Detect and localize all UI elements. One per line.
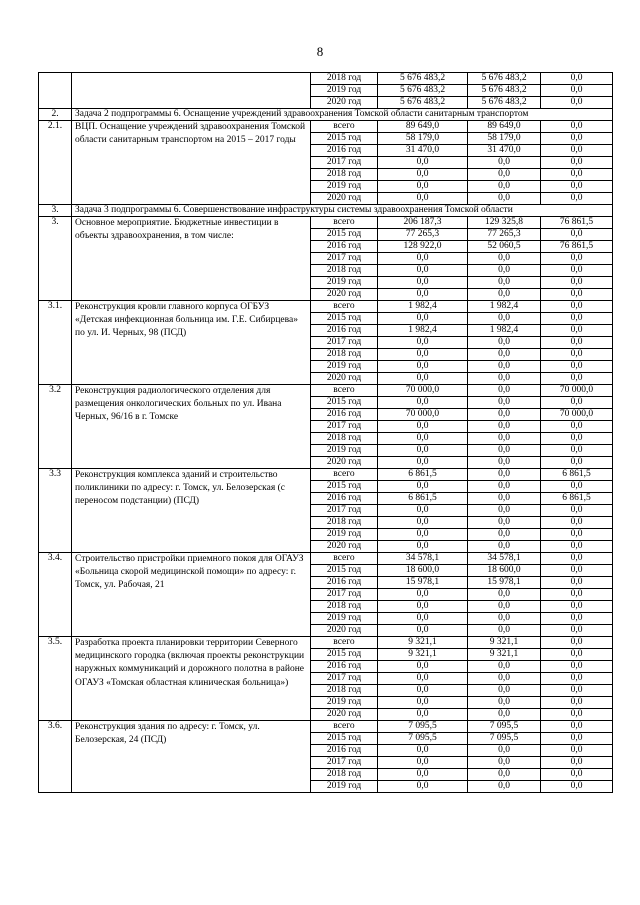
row-number: 3.2 — [39, 385, 72, 469]
table-row — [39, 637, 613, 649]
activity-name: Реконструкция здания по адресу: г. Томск, ул. Белозерская, 24 (ПСД) — [72, 721, 311, 793]
activity-name — [72, 73, 311, 109]
period-cell: 2020 год — [311, 97, 378, 109]
total-cell: 0,0 — [378, 445, 468, 457]
period-cell: 2016 год — [311, 145, 378, 157]
regional-budget-cell: 0,0 — [468, 337, 541, 349]
regional-budget-cell: 0,0 — [468, 157, 541, 169]
period-cell: 2016 год — [311, 409, 378, 421]
row-number: 3.1. — [39, 301, 72, 385]
regional-budget-cell: 15 978,1 — [468, 577, 541, 589]
period-cell: 2019 год — [311, 529, 378, 541]
task-title: Задача 2 подпрограммы 6. Оснащение учреждений здравоохранения Томской области санитарным транспортом — [72, 109, 613, 121]
total-cell: 0,0 — [378, 673, 468, 685]
federal-budget-cell: 0,0 — [541, 505, 613, 517]
total-cell: 5 676 483,2 — [378, 85, 468, 97]
activity-name: Реконструкция комплекса зданий и строительство поликлиники по адресу: г. Томск, ул. Белозерская (с переносом подстанции) (ПСД) — [72, 469, 311, 553]
activity-name: Реконструкция кровли главного корпуса ОГБУЗ «Детская инфекционная больница им. Г.Е. Сибирцева» по ул. И. Черных, 98 (ПСД) — [72, 301, 311, 385]
regional-budget-cell: 0,0 — [468, 709, 541, 721]
total-cell: 1 982,4 — [378, 325, 468, 337]
federal-budget-cell: 0,0 — [541, 73, 613, 85]
budget-table — [38, 72, 613, 793]
total-cell: 0,0 — [378, 265, 468, 277]
federal-budget-cell: 0,0 — [541, 193, 613, 205]
regional-budget-cell: 0,0 — [468, 613, 541, 625]
regional-budget-cell: 129 325,8 — [468, 217, 541, 229]
activity-name: Строительство пристройки приемного покоя для ОГАУЗ «Больница скорой медицинской помощи» по адресу: г. Томск, ул. Рабочая, 21 — [72, 553, 311, 637]
total-cell: 0,0 — [378, 373, 468, 385]
federal-budget-cell: 0,0 — [541, 145, 613, 157]
federal-budget-cell: 0,0 — [541, 289, 613, 301]
total-cell: 0,0 — [378, 589, 468, 601]
regional-budget-cell: 0,0 — [468, 685, 541, 697]
regional-budget-cell: 0,0 — [468, 409, 541, 421]
regional-budget-cell: 34 578,1 — [468, 553, 541, 565]
regional-budget-cell: 7 095,5 — [468, 721, 541, 733]
regional-budget-cell: 0,0 — [468, 481, 541, 493]
regional-budget-cell: 31 470,0 — [468, 145, 541, 157]
period-cell: 2015 год — [311, 649, 378, 661]
total-cell: 0,0 — [378, 193, 468, 205]
total-cell: 0,0 — [378, 757, 468, 769]
period-cell: 2018 год — [311, 433, 378, 445]
activity-name: Реконструкция радиологического отделения для размещения онкологических больных по ул. Ивана Черных, 96/16 в г. Томске — [72, 385, 311, 469]
federal-budget-cell: 0,0 — [541, 757, 613, 769]
total-cell: 0,0 — [378, 541, 468, 553]
federal-budget-cell: 0,0 — [541, 121, 613, 133]
period-cell: 2017 год — [311, 673, 378, 685]
federal-budget-cell: 0,0 — [541, 781, 613, 793]
federal-budget-cell: 0,0 — [541, 157, 613, 169]
regional-budget-cell: 0,0 — [468, 385, 541, 397]
period-cell: 2020 год — [311, 625, 378, 637]
total-cell: 0,0 — [378, 625, 468, 637]
federal-budget-cell: 0,0 — [541, 685, 613, 697]
federal-budget-cell: 76 861,5 — [541, 241, 613, 253]
regional-budget-cell: 0,0 — [468, 697, 541, 709]
federal-budget-cell: 0,0 — [541, 313, 613, 325]
total-cell: 70 000,0 — [378, 409, 468, 421]
total-cell: 0,0 — [378, 601, 468, 613]
row-number: 2. — [39, 109, 72, 121]
total-cell: 0,0 — [378, 769, 468, 781]
total-cell: 0,0 — [378, 169, 468, 181]
table-row — [39, 721, 613, 733]
task-title: Задача 3 подпрограммы 6. Совершенствование инфраструктуры системы здравоохранения Томской области — [72, 205, 613, 217]
period-cell: 2020 год — [311, 457, 378, 469]
total-cell: 0,0 — [378, 505, 468, 517]
total-cell: 58 179,0 — [378, 133, 468, 145]
total-cell: 206 187,3 — [378, 217, 468, 229]
regional-budget-cell: 5 676 483,2 — [468, 97, 541, 109]
federal-budget-cell: 76 861,5 — [541, 217, 613, 229]
total-cell: 0,0 — [378, 181, 468, 193]
period-cell: 2018 год — [311, 685, 378, 697]
period-cell: 2017 год — [311, 757, 378, 769]
total-cell: 7 095,5 — [378, 733, 468, 745]
regional-budget-cell: 9 321,1 — [468, 649, 541, 661]
regional-budget-cell: 0,0 — [468, 457, 541, 469]
period-cell: 2020 год — [311, 709, 378, 721]
regional-budget-cell: 1 982,4 — [468, 301, 541, 313]
regional-budget-cell: 0,0 — [468, 757, 541, 769]
federal-budget-cell: 6 861,5 — [541, 493, 613, 505]
regional-budget-cell: 0,0 — [468, 361, 541, 373]
table-row — [39, 553, 613, 565]
period-cell: 2017 год — [311, 253, 378, 265]
regional-budget-cell: 89 649,0 — [468, 121, 541, 133]
table-row — [39, 121, 613, 133]
regional-budget-cell: 0,0 — [468, 769, 541, 781]
total-cell: 0,0 — [378, 433, 468, 445]
federal-budget-cell: 0,0 — [541, 481, 613, 493]
period-cell: 2015 год — [311, 397, 378, 409]
period-cell: 2017 год — [311, 505, 378, 517]
federal-budget-cell: 0,0 — [541, 265, 613, 277]
row-number: 3.4. — [39, 553, 72, 637]
total-cell: 0,0 — [378, 349, 468, 361]
regional-budget-cell: 0,0 — [468, 397, 541, 409]
regional-budget-cell: 0,0 — [468, 421, 541, 433]
row-number: 3.3 — [39, 469, 72, 553]
period-cell: 2015 год — [311, 229, 378, 241]
regional-budget-cell: 0,0 — [468, 493, 541, 505]
period-cell: 2019 год — [311, 613, 378, 625]
total-cell: 0,0 — [378, 337, 468, 349]
regional-budget-cell: 0,0 — [468, 265, 541, 277]
table-row — [39, 385, 613, 397]
period-cell: 2019 год — [311, 697, 378, 709]
regional-budget-cell: 77 265,3 — [468, 229, 541, 241]
table-row — [39, 301, 613, 313]
federal-budget-cell: 0,0 — [541, 745, 613, 757]
regional-budget-cell: 0,0 — [468, 193, 541, 205]
table-row — [39, 73, 613, 85]
period-cell: всего — [311, 121, 378, 133]
federal-budget-cell: 0,0 — [541, 421, 613, 433]
federal-budget-cell: 0,0 — [541, 541, 613, 553]
total-cell: 0,0 — [378, 361, 468, 373]
total-cell: 7 095,5 — [378, 721, 468, 733]
federal-budget-cell: 0,0 — [541, 397, 613, 409]
federal-budget-cell: 0,0 — [541, 709, 613, 721]
federal-budget-cell: 0,0 — [541, 601, 613, 613]
period-cell: 2015 год — [311, 313, 378, 325]
total-cell: 0,0 — [378, 685, 468, 697]
regional-budget-cell: 0,0 — [468, 469, 541, 481]
regional-budget-cell: 0,0 — [468, 517, 541, 529]
federal-budget-cell: 6 861,5 — [541, 469, 613, 481]
federal-budget-cell: 0,0 — [541, 721, 613, 733]
total-cell: 0,0 — [378, 481, 468, 493]
total-cell: 89 649,0 — [378, 121, 468, 133]
federal-budget-cell: 0,0 — [541, 661, 613, 673]
total-cell: 0,0 — [378, 529, 468, 541]
total-cell: 0,0 — [378, 421, 468, 433]
federal-budget-cell: 0,0 — [541, 277, 613, 289]
federal-budget-cell: 0,0 — [541, 361, 613, 373]
regional-budget-cell: 18 600,0 — [468, 565, 541, 577]
federal-budget-cell: 0,0 — [541, 529, 613, 541]
federal-budget-cell: 70 000,0 — [541, 385, 613, 397]
regional-budget-cell: 0,0 — [468, 781, 541, 793]
federal-budget-cell: 0,0 — [541, 565, 613, 577]
period-cell: всего — [311, 553, 378, 565]
period-cell: 2016 год — [311, 661, 378, 673]
period-cell: 2016 год — [311, 493, 378, 505]
period-cell: 2019 год — [311, 181, 378, 193]
federal-budget-cell: 0,0 — [541, 649, 613, 661]
federal-budget-cell: 0,0 — [541, 133, 613, 145]
period-cell: всего — [311, 385, 378, 397]
federal-budget-cell: 0,0 — [541, 373, 613, 385]
federal-budget-cell: 0,0 — [541, 253, 613, 265]
table-row — [39, 217, 613, 229]
period-cell: 2020 год — [311, 373, 378, 385]
period-cell: 2015 год — [311, 481, 378, 493]
total-cell: 70 000,0 — [378, 385, 468, 397]
period-cell: 2018 год — [311, 169, 378, 181]
total-cell: 0,0 — [378, 745, 468, 757]
regional-budget-cell: 0,0 — [468, 313, 541, 325]
total-cell: 128 922,0 — [378, 241, 468, 253]
period-cell: 2019 год — [311, 85, 378, 97]
federal-budget-cell: 0,0 — [541, 553, 613, 565]
federal-budget-cell: 0,0 — [541, 445, 613, 457]
total-cell: 9 321,1 — [378, 637, 468, 649]
federal-budget-cell: 0,0 — [541, 457, 613, 469]
federal-budget-cell: 0,0 — [541, 517, 613, 529]
period-cell: 2020 год — [311, 193, 378, 205]
period-cell: 2018 год — [311, 517, 378, 529]
federal-budget-cell: 0,0 — [541, 769, 613, 781]
task-row — [39, 109, 613, 121]
period-cell: 2016 год — [311, 745, 378, 757]
row-number: 2.1. — [39, 121, 72, 205]
period-cell: 2017 год — [311, 337, 378, 349]
federal-budget-cell: 0,0 — [541, 433, 613, 445]
row-number: 3. — [39, 205, 72, 217]
regional-budget-cell: 5 676 483,2 — [468, 85, 541, 97]
page-number: 8 — [316, 44, 324, 59]
total-cell: 5 676 483,2 — [378, 73, 468, 85]
federal-budget-cell: 0,0 — [541, 337, 613, 349]
period-cell: 2016 год — [311, 325, 378, 337]
federal-budget-cell: 0,0 — [541, 577, 613, 589]
period-cell: 2020 год — [311, 541, 378, 553]
period-cell: 2019 год — [311, 361, 378, 373]
period-cell: 2018 год — [311, 73, 378, 85]
federal-budget-cell: 0,0 — [541, 325, 613, 337]
period-cell: 2017 год — [311, 589, 378, 601]
federal-budget-cell: 0,0 — [541, 85, 613, 97]
regional-budget-cell: 0,0 — [468, 349, 541, 361]
total-cell: 1 982,4 — [378, 301, 468, 313]
period-cell: 2015 год — [311, 733, 378, 745]
regional-budget-cell: 0,0 — [468, 505, 541, 517]
row-number — [39, 73, 72, 109]
total-cell: 0,0 — [378, 289, 468, 301]
federal-budget-cell: 0,0 — [541, 349, 613, 361]
total-cell: 18 600,0 — [378, 565, 468, 577]
table-row — [39, 469, 613, 481]
period-cell: 2018 год — [311, 769, 378, 781]
period-cell: 2019 год — [311, 277, 378, 289]
regional-budget-cell: 0,0 — [468, 601, 541, 613]
row-number: 3.5. — [39, 637, 72, 721]
federal-budget-cell: 0,0 — [541, 697, 613, 709]
total-cell: 9 321,1 — [378, 649, 468, 661]
regional-budget-cell: 0,0 — [468, 373, 541, 385]
period-cell: 2018 год — [311, 265, 378, 277]
regional-budget-cell: 0,0 — [468, 745, 541, 757]
period-cell: 2019 год — [311, 781, 378, 793]
federal-budget-cell: 0,0 — [541, 589, 613, 601]
total-cell: 0,0 — [378, 613, 468, 625]
federal-budget-cell: 0,0 — [541, 637, 613, 649]
total-cell: 0,0 — [378, 709, 468, 721]
period-cell: 2019 год — [311, 445, 378, 457]
federal-budget-cell: 0,0 — [541, 301, 613, 313]
period-cell: 2016 год — [311, 241, 378, 253]
total-cell: 34 578,1 — [378, 553, 468, 565]
total-cell: 0,0 — [378, 457, 468, 469]
regional-budget-cell: 0,0 — [468, 433, 541, 445]
period-cell: 2015 год — [311, 565, 378, 577]
regional-budget-cell: 0,0 — [468, 445, 541, 457]
total-cell: 5 676 483,2 — [378, 97, 468, 109]
period-cell: всего — [311, 721, 378, 733]
total-cell: 0,0 — [378, 517, 468, 529]
period-cell: 2017 год — [311, 421, 378, 433]
federal-budget-cell: 0,0 — [541, 97, 613, 109]
activity-name: Разработка проекта планировки территории Северного медицинского городка (включая проекты реконструкции наружных коммуникаций и дорожного полотна в районе ОГАУЗ «Томская областная клиническая больница») — [72, 637, 311, 721]
regional-budget-cell: 0,0 — [468, 589, 541, 601]
federal-budget-cell: 0,0 — [541, 733, 613, 745]
total-cell: 0,0 — [378, 697, 468, 709]
row-number: 3. — [39, 217, 72, 301]
period-cell: 2017 год — [311, 157, 378, 169]
total-cell: 0,0 — [378, 277, 468, 289]
total-cell: 0,0 — [378, 397, 468, 409]
total-cell: 6 861,5 — [378, 493, 468, 505]
regional-budget-cell: 7 095,5 — [468, 733, 541, 745]
federal-budget-cell: 70 000,0 — [541, 409, 613, 421]
period-cell: 2018 год — [311, 349, 378, 361]
total-cell: 0,0 — [378, 313, 468, 325]
regional-budget-cell: 9 321,1 — [468, 637, 541, 649]
federal-budget-cell: 0,0 — [541, 625, 613, 637]
total-cell: 0,0 — [378, 661, 468, 673]
federal-budget-cell: 0,0 — [541, 169, 613, 181]
regional-budget-cell: 52 060,5 — [468, 241, 541, 253]
period-cell: всего — [311, 637, 378, 649]
regional-budget-cell: 0,0 — [468, 277, 541, 289]
regional-budget-cell: 5 676 483,2 — [468, 73, 541, 85]
total-cell: 0,0 — [378, 253, 468, 265]
regional-budget-cell: 1 982,4 — [468, 325, 541, 337]
period-cell: 2016 год — [311, 577, 378, 589]
federal-budget-cell: 0,0 — [541, 229, 613, 241]
regional-budget-cell: 0,0 — [468, 169, 541, 181]
activity-name: ВЦП. Оснащение учреждений здравоохранения Томской области санитарным транспортом на 2015 – 2017 годы — [72, 121, 311, 205]
regional-budget-cell: 0,0 — [468, 253, 541, 265]
total-cell: 0,0 — [378, 157, 468, 169]
federal-budget-cell: 0,0 — [541, 181, 613, 193]
period-cell: 2020 год — [311, 289, 378, 301]
task-row — [39, 205, 613, 217]
federal-budget-cell: 0,0 — [541, 673, 613, 685]
period-cell: 2015 год — [311, 133, 378, 145]
period-cell: всего — [311, 217, 378, 229]
regional-budget-cell: 0,0 — [468, 625, 541, 637]
total-cell: 31 470,0 — [378, 145, 468, 157]
regional-budget-cell: 0,0 — [468, 673, 541, 685]
activity-name: Основное мероприятие. Бюджетные инвестиции в объекты здравоохранения, в том числе: — [72, 217, 311, 301]
period-cell: 2018 год — [311, 601, 378, 613]
regional-budget-cell: 58 179,0 — [468, 133, 541, 145]
regional-budget-cell: 0,0 — [468, 661, 541, 673]
federal-budget-cell: 0,0 — [541, 613, 613, 625]
period-cell: всего — [311, 469, 378, 481]
period-cell: всего — [311, 301, 378, 313]
regional-budget-cell: 0,0 — [468, 289, 541, 301]
regional-budget-cell: 0,0 — [468, 181, 541, 193]
total-cell: 0,0 — [378, 781, 468, 793]
regional-budget-cell: 0,0 — [468, 541, 541, 553]
total-cell: 15 978,1 — [378, 577, 468, 589]
total-cell: 77 265,3 — [378, 229, 468, 241]
regional-budget-cell: 0,0 — [468, 529, 541, 541]
total-cell: 6 861,5 — [378, 469, 468, 481]
row-number: 3.6. — [39, 721, 72, 793]
